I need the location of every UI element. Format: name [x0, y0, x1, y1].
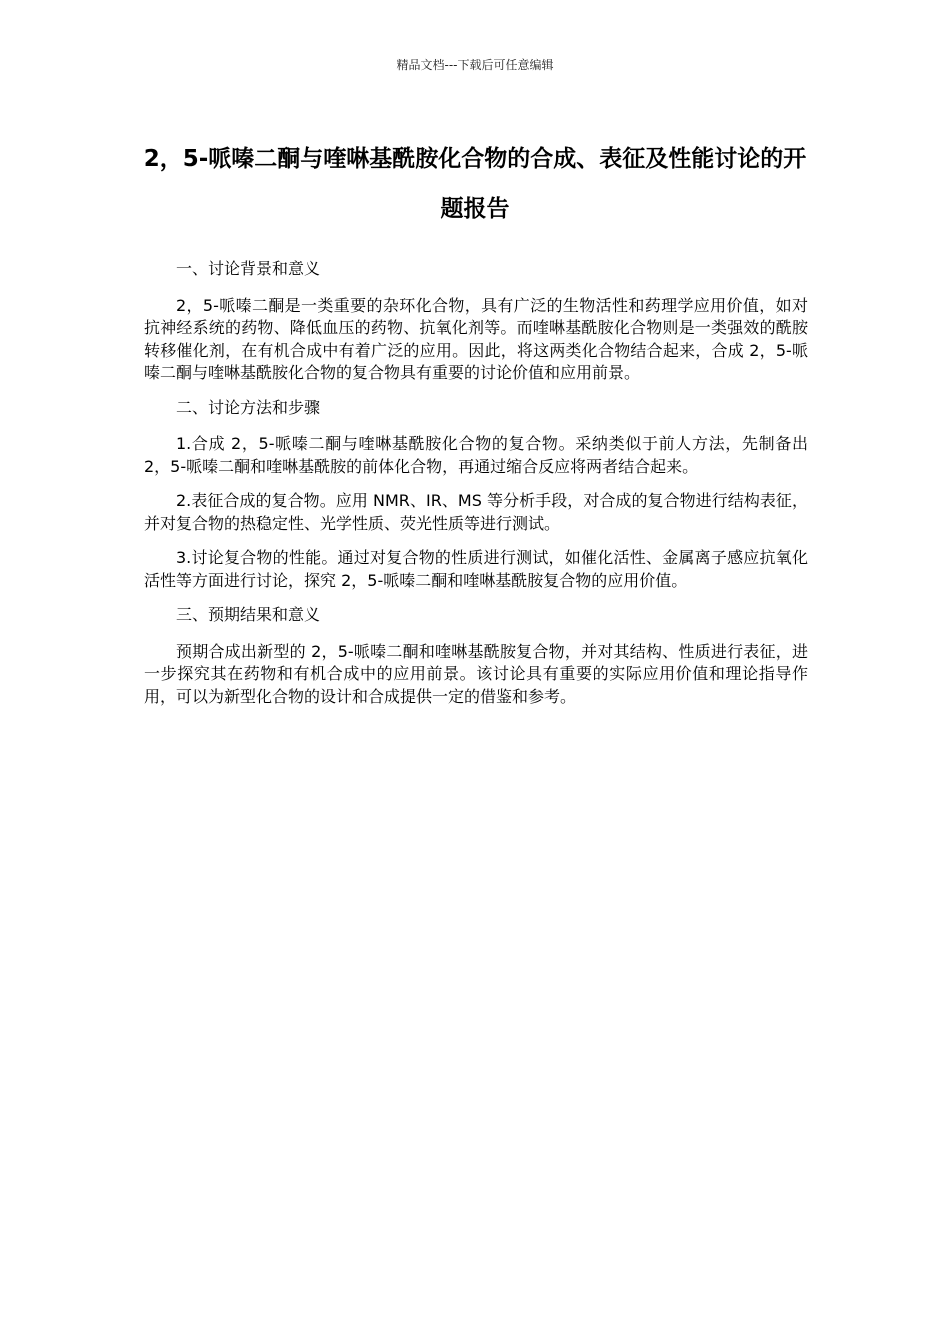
paragraph-method-synthesis: 1.合成 2，5-哌嗪二酮与喹啉基酰胺化合物的复合物。采纳类似于前人方法，先制备出 2，5-哌嗪二酮和喹啉基酰胺的前体化合物，再通过缩合反应将两者结合起来。: [144, 434, 808, 476]
section-heading-expected: 三、预期结果和意义: [176, 605, 321, 624]
paragraph-method-performance: 3.讨论复合物的性能。通过对复合物的性质进行测试，如催化活性、金属离子感应抗氧化活性等方面进行讨论，探究 2，5-哌嗪二酮和喹啉基酰胺复合物的应用价值。: [144, 548, 808, 590]
document-body: [144, 258, 808, 708]
paragraph-background: 2，5-哌嗪二酮是一类重要的杂环化合物，具有广泛的生物活性和药理学应用价值，如对抗神经系统的药物、降低血压的药物、抗氧化剂等。而喹啉基酰胺化合物则是一类强效的酰胺转移催化剂，在有机合成中有着广泛的应用。因此，将这两类化合物结合起来，合成 2，5-哌嗪二酮与喹啉基酰胺化合物的复合物具有重要的讨论价值和应用前景。: [144, 295, 808, 382]
section-heading-methods: 二、讨论方法和步骤: [176, 397, 321, 417]
document-title: 2，5-哌嗪二酮与喹啉基酰胺化合物的合成、表征及性能讨论的开题报告: [143, 146, 807, 222]
paragraph-expected-results: 预期合成出新型的 2，5-哌嗪二酮和喹啉基酰胺复合物，并对其结构、性质进行表征，进一步探究其在药物和有机合成中的应用前景。该讨论具有重要的实际应用价值和理论指导作用，可以为新型化合物的设计和合成提供一定的借鉴和参考。: [144, 641, 808, 706]
header-note: 精品文档---下载后可任意编辑: [396, 58, 554, 72]
paragraph-method-characterization: 2.表征合成的复合物。应用 NMR、IR、MS 等分析手段，对合成的复合物进行结构表征，并对复合物的热稳定性、光学性质、荧光性质等进行测试。: [144, 491, 808, 533]
section-heading-background: 一、讨论背景和意义: [176, 259, 321, 278]
